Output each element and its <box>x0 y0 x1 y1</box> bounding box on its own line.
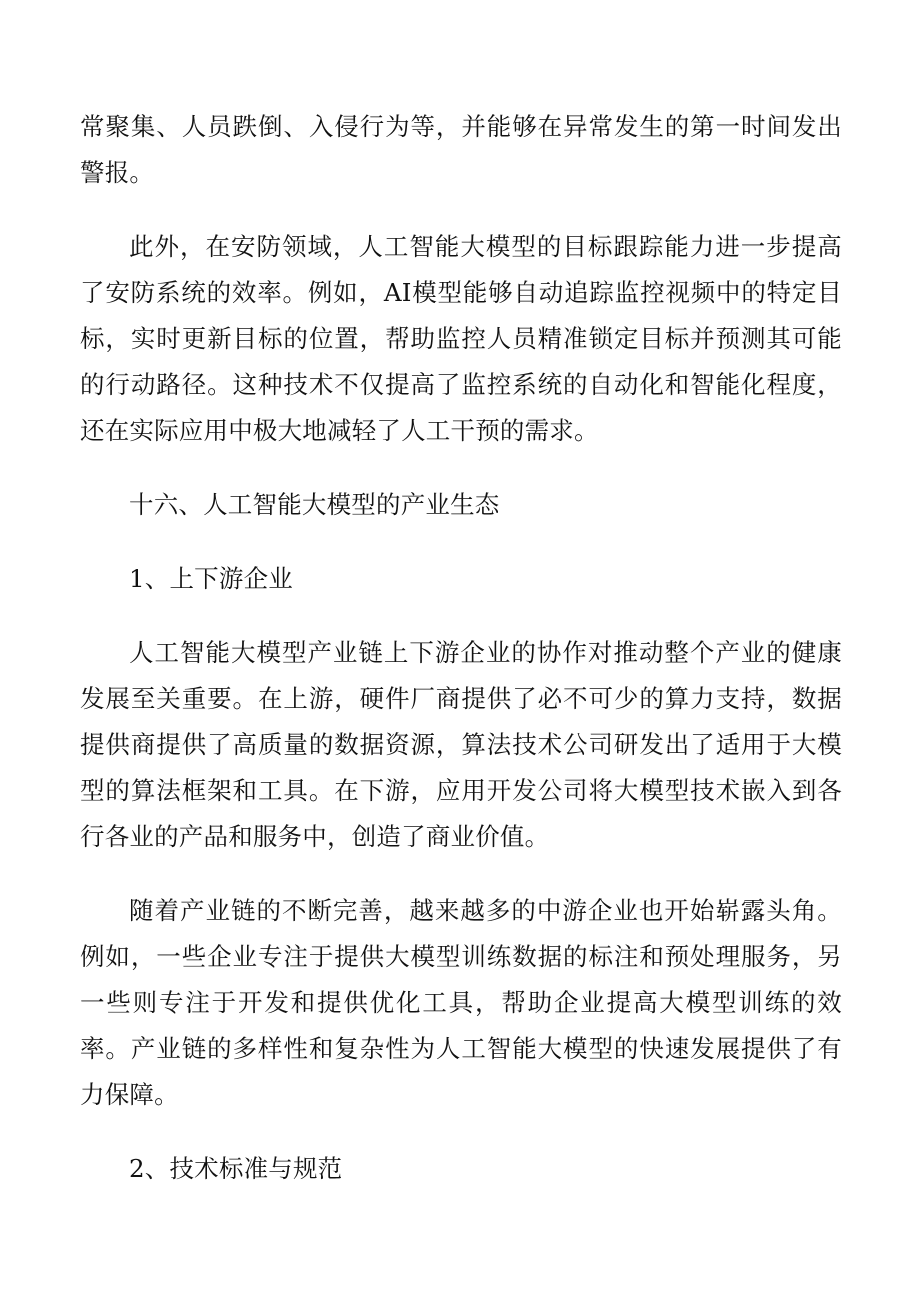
subsection-heading-upstream-downstream: 1、上下游企业 <box>129 564 293 593</box>
paragraph-midstream: 随着产业链的不断完善，越来越多的中游企业也开始崭露头角。例如，一些企业专注于提供大模型训练数据的标注和预处理服务，另一些则专注于开发和提供优化工具，帮助企业提高大模型训练的效率。产业链的多样性和复杂性为人工智能大模型的快速发展提供了有力保障。 <box>80 896 842 1109</box>
paragraph-continued: 常聚集、人员跌倒、入侵行为等，并能够在异常发生的第一时间发出警报。 <box>80 112 842 187</box>
paragraph-object-tracking: 此外，在安防领域，人工智能大模型的目标跟踪能力进一步提高了安防系统的效率。例如，AI模型能够自动追踪监控视频中的特定目标，实时更新目标的位置，帮助监控人员精准锁定目标并预测其可能的行动路径。这种技术不仅提高了监控系统的自动化和智能化程度，还在实际应用中极大地减轻了人工干预的需求。 <box>80 232 842 445</box>
subsection-heading-standards: 2、技术标准与规范 <box>129 1154 343 1183</box>
section-heading-industry-ecosystem: 十六、人工智能大模型的产业生态 <box>129 490 500 519</box>
paragraph-upstream-downstream: 人工智能大模型产业链上下游企业的协作对推动整个产业的健康发展至关重要。在上游，硬件厂商提供了必不可少的算力支持，数据提供商提供了高质量的数据资源，算法技术公司研发出了适用于大模型的算法框架和工具。在下游，应用开发公司将大模型技术嵌入到各行各业的产品和服务中，创造了商业价值。 <box>80 638 842 851</box>
document-body <box>80 104 842 1220</box>
